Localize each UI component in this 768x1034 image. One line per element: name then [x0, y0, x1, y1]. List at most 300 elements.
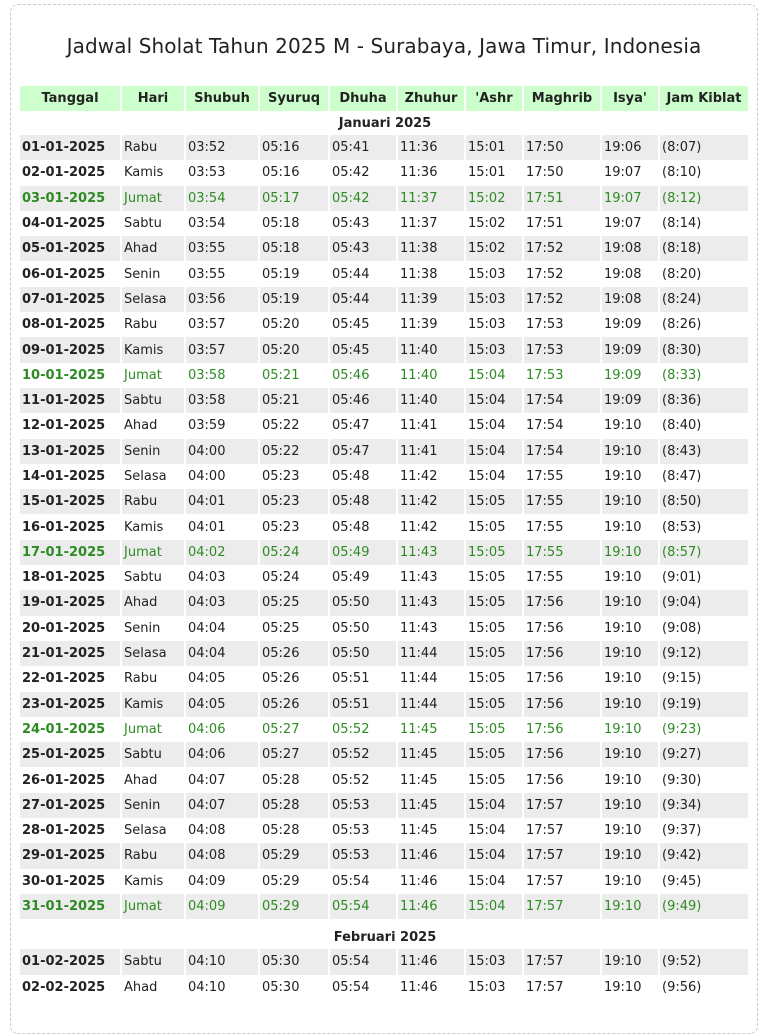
zhuhur-cell: 11:46 — [400, 873, 438, 889]
table-row — [20, 949, 748, 974]
zhuhur-cell: 11:41 — [400, 418, 438, 434]
dhuha-cell: 05:47 — [330, 439, 396, 464]
syuruq-cell: 05:30 — [262, 979, 300, 995]
isya-cell: 19:10 — [602, 641, 658, 666]
jam-kiblat-cell: (8:30) — [660, 337, 748, 362]
shubuh-cell: 04:00 — [186, 439, 258, 464]
shubuh-cell: 04:03 — [188, 570, 226, 586]
dhuha-cell: 05:42 — [332, 165, 370, 181]
syuruq-cell: 05:19 — [262, 266, 300, 282]
table-row — [20, 337, 748, 362]
shubuh-cell: 04:07 — [188, 772, 226, 788]
shubuh-cell: 04:02 — [186, 540, 258, 565]
isya-cell: 19:09 — [602, 388, 658, 413]
zhuhur-cell: 11:40 — [398, 337, 464, 362]
date-cell: 22-01-2025 — [22, 671, 106, 687]
ashr-cell: 15:05 — [468, 671, 506, 687]
jam-kiblat-cell: (9:56) — [662, 979, 702, 995]
ashr-cell: 15:02 — [466, 236, 522, 261]
syuruq-cell: 05:28 — [262, 823, 300, 839]
shubuh-cell: 03:56 — [186, 287, 258, 312]
table-row — [20, 464, 748, 489]
maghrib-cell: 17:54 — [524, 439, 600, 464]
jam-kiblat-cell: (9:27) — [660, 742, 748, 767]
date-cell: 04-01-2025 — [22, 216, 106, 232]
syuruq-cell: 05:23 — [262, 469, 300, 484]
shubuh-cell: 03:57 — [186, 337, 258, 362]
day-cell: Rabu — [122, 489, 184, 514]
shubuh-cell: 04:06 — [188, 721, 226, 737]
date-cell: 23-01-2025 — [20, 692, 120, 717]
jam-kiblat-cell: (9:37) — [662, 823, 702, 839]
isya-cell: 19:09 — [604, 317, 642, 333]
jam-kiblat-cell: (8:26) — [662, 317, 702, 333]
jam-kiblat-cell: (9:01) — [662, 570, 702, 586]
maghrib-cell: 17:53 — [526, 367, 564, 383]
isya-cell: 19:09 — [602, 337, 658, 362]
maghrib-cell: 17:51 — [524, 186, 600, 211]
dhuha-cell: 05:51 — [332, 671, 370, 687]
zhuhur-cell: 11:45 — [398, 793, 464, 818]
jam-kiblat-cell: (9:23) — [662, 721, 702, 737]
page-title: Jadwal Sholat Tahun 2025 M - Surabaya, Jawa Timur, Indonesia — [66, 34, 702, 58]
maghrib-cell: 17:55 — [524, 489, 600, 514]
zhuhur-cell: 11:37 — [400, 216, 438, 232]
syuruq-cell: 05:20 — [262, 317, 300, 333]
shubuh-cell: 04:01 — [188, 519, 226, 535]
day-cell: Rabu — [124, 671, 158, 687]
maghrib-cell: 17:57 — [524, 843, 600, 868]
isya-cell: 19:07 — [602, 186, 658, 211]
isya-cell: 19:10 — [602, 439, 658, 464]
table-row — [20, 312, 748, 337]
date-cell: 01-01-2025 — [20, 135, 120, 160]
jam-kiblat-cell: (9:04) — [660, 590, 748, 615]
zhuhur-cell: 11:36 — [398, 135, 464, 160]
zhuhur-cell: 11:37 — [398, 186, 464, 211]
ashr-cell: 15:03 — [466, 949, 522, 974]
maghrib-cell: 17:56 — [524, 742, 600, 767]
jam-kiblat-cell: (8:20) — [662, 266, 702, 282]
date-cell: 21-01-2025 — [20, 641, 120, 666]
ashr-cell: 15:04 — [468, 469, 506, 484]
jam-kiblat-cell: (8:53) — [662, 519, 702, 535]
dhuha-cell: 05:48 — [332, 469, 370, 484]
table-row — [20, 186, 748, 211]
isya-cell: 19:10 — [604, 418, 642, 434]
dhuha-cell: 05:54 — [332, 979, 370, 995]
ashr-cell: 15:01 — [466, 135, 522, 160]
date-cell: 28-01-2025 — [22, 823, 106, 839]
ashr-cell: 15:04 — [466, 843, 522, 868]
day-cell: Ahad — [124, 772, 158, 788]
date-cell: 17-01-2025 — [20, 540, 120, 565]
date-cell: 27-01-2025 — [20, 793, 120, 818]
day-cell: Kamis — [124, 519, 164, 535]
column-header-maghrib: Maghrib — [524, 86, 600, 111]
dhuha-cell: 05:49 — [332, 570, 370, 586]
isya-cell: 19:10 — [602, 692, 658, 717]
day-cell: Ahad — [124, 418, 158, 434]
zhuhur-cell: 11:45 — [400, 772, 438, 788]
jam-kiblat-cell: (8:14) — [662, 216, 702, 232]
date-cell: 02-02-2025 — [22, 979, 106, 995]
dhuha-cell: 05:43 — [332, 216, 370, 232]
dhuha-cell: 05:54 — [330, 949, 396, 974]
isya-cell: 19:10 — [602, 843, 658, 868]
zhuhur-cell: 11:44 — [398, 641, 464, 666]
table-row — [20, 413, 748, 438]
isya-cell: 19:10 — [604, 570, 642, 586]
maghrib-cell: 17:51 — [526, 216, 564, 232]
dhuha-cell: 05:52 — [332, 721, 370, 737]
dhuha-cell: 05:49 — [330, 540, 396, 565]
zhuhur-cell: 11:36 — [400, 165, 438, 181]
date-cell: 08-01-2025 — [22, 317, 106, 333]
syuruq-cell: 05:20 — [260, 337, 328, 362]
date-cell: 19-01-2025 — [20, 590, 120, 615]
maghrib-cell: 17:56 — [526, 721, 564, 737]
isya-cell: 19:07 — [604, 165, 642, 181]
ashr-cell: 15:03 — [466, 287, 522, 312]
syuruq-cell: 05:19 — [260, 287, 328, 312]
syuruq-cell: 05:26 — [262, 671, 300, 687]
maghrib-cell: 17:56 — [524, 590, 600, 615]
isya-cell: 19:09 — [604, 367, 642, 383]
jam-kiblat-cell: (9:49) — [660, 894, 748, 919]
syuruq-cell: 05:24 — [262, 570, 300, 586]
isya-cell: 19:10 — [604, 671, 642, 687]
ashr-cell: 15:05 — [468, 519, 506, 535]
zhuhur-cell: 11:43 — [400, 620, 438, 636]
day-cell: Kamis — [124, 165, 164, 181]
ashr-cell: 15:02 — [468, 216, 506, 232]
table-row — [20, 135, 748, 160]
jam-kiblat-cell: (8:36) — [660, 388, 748, 413]
isya-cell: 19:10 — [602, 949, 658, 974]
dhuha-cell: 05:54 — [330, 894, 396, 919]
maghrib-cell: 17:53 — [526, 317, 564, 333]
shubuh-cell: 03:52 — [186, 135, 258, 160]
maghrib-cell: 17:57 — [524, 894, 600, 919]
date-cell: 15-01-2025 — [20, 489, 120, 514]
isya-cell: 19:10 — [602, 894, 658, 919]
ashr-cell: 15:05 — [466, 489, 522, 514]
dhuha-cell: 05:44 — [330, 287, 396, 312]
ashr-cell: 15:05 — [466, 692, 522, 717]
table-row — [20, 211, 748, 236]
zhuhur-cell: 11:43 — [400, 570, 438, 586]
day-cell: Senin — [124, 266, 161, 282]
day-cell: Senin — [122, 439, 184, 464]
table-row — [20, 363, 748, 388]
day-cell: Senin — [124, 620, 161, 636]
isya-cell: 19:10 — [604, 519, 642, 535]
maghrib-cell: 17:55 — [526, 469, 564, 484]
date-cell: 10-01-2025 — [22, 367, 106, 383]
ashr-cell: 15:04 — [466, 439, 522, 464]
syuruq-cell: 05:18 — [262, 216, 300, 232]
table-row — [20, 692, 748, 717]
date-cell: 13-01-2025 — [20, 439, 120, 464]
shubuh-cell: 03:57 — [188, 317, 226, 333]
jam-kiblat-cell: (9:52) — [660, 949, 748, 974]
jam-kiblat-cell: (9:34) — [660, 793, 748, 818]
jam-kiblat-cell: (9:30) — [662, 772, 702, 788]
syuruq-cell: 05:27 — [260, 742, 328, 767]
day-cell: Rabu — [122, 843, 184, 868]
jam-kiblat-cell: (9:12) — [660, 641, 748, 666]
table-row — [20, 590, 748, 615]
ashr-cell: 15:01 — [468, 165, 506, 181]
dhuha-cell: 05:45 — [332, 317, 370, 333]
ashr-cell: 15:05 — [466, 742, 522, 767]
zhuhur-cell: 11:45 — [398, 742, 464, 767]
zhuhur-cell: 11:39 — [400, 317, 438, 333]
ashr-cell: 15:05 — [468, 721, 506, 737]
month-label: Februari 2025 — [20, 925, 748, 949]
ashr-cell: 15:03 — [468, 266, 506, 282]
date-cell: 02-01-2025 — [22, 165, 106, 181]
shubuh-cell: 04:09 — [186, 894, 258, 919]
table-row — [20, 793, 748, 818]
maghrib-cell: 17:57 — [526, 873, 564, 889]
day-cell: Selasa — [122, 287, 184, 312]
table-row — [20, 666, 748, 691]
table-row — [20, 616, 748, 641]
isya-cell: 19:10 — [604, 873, 642, 889]
column-header-zhuhur: Zhuhur — [398, 86, 464, 111]
syuruq-cell: 05:28 — [260, 793, 328, 818]
table-row — [20, 489, 748, 514]
isya-cell: 19:08 — [602, 236, 658, 261]
ashr-cell: 15:03 — [468, 317, 506, 333]
day-cell: Rabu — [122, 135, 184, 160]
jam-kiblat-cell: (8:47) — [662, 469, 702, 484]
zhuhur-cell: 11:46 — [398, 894, 464, 919]
table-row — [20, 565, 748, 590]
table-row — [20, 540, 748, 565]
jam-kiblat-cell: (9:42) — [660, 843, 748, 868]
zhuhur-cell: 11:45 — [400, 721, 438, 737]
table-row — [20, 767, 748, 792]
day-cell: Kamis — [122, 337, 184, 362]
ashr-cell: 15:05 — [468, 772, 506, 788]
day-cell: Jumat — [124, 367, 162, 383]
zhuhur-cell: 11:42 — [400, 519, 438, 535]
syuruq-cell: 05:27 — [262, 721, 300, 737]
dhuha-cell: 05:45 — [330, 337, 396, 362]
day-cell: Selasa — [124, 823, 167, 839]
zhuhur-cell: 11:42 — [400, 469, 438, 484]
ashr-cell: 15:03 — [468, 979, 506, 995]
date-cell: 05-01-2025 — [20, 236, 120, 261]
shubuh-cell: 03:55 — [186, 236, 258, 261]
dhuha-cell: 05:48 — [332, 519, 370, 535]
maghrib-cell: 17:57 — [524, 793, 600, 818]
zhuhur-cell: 11:38 — [398, 236, 464, 261]
dhuha-cell: 05:42 — [330, 186, 396, 211]
jam-kiblat-cell: (9:45) — [662, 873, 702, 889]
maghrib-cell: 17:56 — [526, 671, 564, 687]
isya-cell: 19:08 — [602, 287, 658, 312]
zhuhur-cell: 11:39 — [398, 287, 464, 312]
column-header-hari: Hari — [122, 86, 184, 111]
syuruq-cell: 05:18 — [260, 236, 328, 261]
day-cell: Selasa — [124, 469, 167, 484]
syuruq-cell: 05:26 — [260, 641, 328, 666]
table-row — [20, 869, 748, 894]
day-cell: Sabtu — [124, 216, 162, 232]
dhuha-cell: 05:44 — [332, 266, 370, 282]
syuruq-cell: 05:17 — [260, 186, 328, 211]
table-row — [20, 388, 748, 413]
date-cell: 31-01-2025 — [20, 894, 120, 919]
dhuha-cell: 05:46 — [332, 367, 370, 383]
syuruq-cell: 05:22 — [260, 439, 328, 464]
dhuha-cell: 05:53 — [332, 823, 370, 839]
date-cell: 24-01-2025 — [22, 721, 106, 737]
date-cell: 18-01-2025 — [22, 570, 106, 586]
ashr-cell: 15:04 — [468, 418, 506, 434]
date-cell: 07-01-2025 — [20, 287, 120, 312]
date-cell: 29-01-2025 — [20, 843, 120, 868]
zhuhur-cell: 11:42 — [398, 489, 464, 514]
dhuha-cell: 05:50 — [332, 620, 370, 636]
dhuha-cell: 05:50 — [330, 590, 396, 615]
ashr-cell: 15:05 — [466, 641, 522, 666]
maghrib-cell: 17:52 — [526, 266, 564, 282]
prayer-schedule-table — [18, 86, 750, 1000]
shubuh-cell: 04:08 — [188, 823, 226, 839]
date-cell: 09-01-2025 — [20, 337, 120, 362]
table-row — [20, 160, 748, 185]
syuruq-cell: 05:29 — [262, 873, 300, 889]
day-cell: Sabtu — [122, 949, 184, 974]
shubuh-cell: 03:53 — [188, 165, 226, 181]
dhuha-cell: 05:47 — [332, 418, 370, 434]
syuruq-cell: 05:30 — [260, 949, 328, 974]
jam-kiblat-cell: (8:12) — [660, 186, 748, 211]
date-cell: 06-01-2025 — [22, 266, 106, 282]
shubuh-cell: 03:59 — [188, 418, 226, 434]
date-cell: 16-01-2025 — [22, 519, 106, 535]
date-cell: 14-01-2025 — [22, 469, 106, 484]
ashr-cell: 15:04 — [468, 873, 506, 889]
table-row — [20, 717, 748, 742]
ashr-cell: 15:03 — [466, 337, 522, 362]
schedule-body — [20, 111, 748, 1000]
jam-kiblat-cell: (8:33) — [662, 367, 702, 383]
zhuhur-cell: 11:46 — [400, 979, 438, 995]
dhuha-cell: 05:41 — [330, 135, 396, 160]
dhuha-cell: 05:43 — [330, 236, 396, 261]
day-cell: Jumat — [122, 186, 184, 211]
ashr-cell: 15:05 — [468, 620, 506, 636]
ashr-cell: 15:05 — [466, 540, 522, 565]
table-row — [20, 641, 748, 666]
date-cell: 26-01-2025 — [22, 772, 106, 788]
ashr-cell: 15:04 — [466, 894, 522, 919]
maghrib-cell: 17:50 — [526, 165, 564, 181]
dhuha-cell: 05:54 — [332, 873, 370, 889]
column-header-ashr: 'Ashr — [466, 86, 522, 111]
month-header-row — [20, 111, 748, 135]
table-row — [20, 975, 748, 1000]
shubuh-cell: 04:10 — [188, 979, 226, 995]
date-cell: 01-02-2025 — [20, 949, 120, 974]
maghrib-cell: 17:57 — [526, 823, 564, 839]
date-cell: 03-01-2025 — [20, 186, 120, 211]
shubuh-cell: 03:58 — [186, 388, 258, 413]
syuruq-cell: 05:24 — [260, 540, 328, 565]
day-cell: Sabtu — [124, 570, 162, 586]
month-header-row — [20, 925, 748, 949]
syuruq-cell: 05:22 — [262, 418, 300, 434]
day-cell: Kamis — [122, 692, 184, 717]
table-row — [20, 843, 748, 868]
ashr-cell: 15:04 — [466, 793, 522, 818]
isya-cell: 19:10 — [604, 469, 642, 484]
maghrib-cell: 17:54 — [526, 418, 564, 434]
zhuhur-cell: 11:45 — [400, 823, 438, 839]
column-header-syuruq: Syuruq — [260, 86, 328, 111]
zhuhur-cell: 11:44 — [400, 671, 438, 687]
maghrib-cell: 17:55 — [526, 570, 564, 586]
column-header-isya: Isya' — [602, 86, 658, 111]
isya-cell: 19:08 — [604, 266, 642, 282]
table-row — [20, 514, 748, 539]
jam-kiblat-cell: (9:08) — [662, 620, 702, 636]
isya-cell: 19:10 — [602, 742, 658, 767]
isya-cell: 19:10 — [604, 979, 642, 995]
maghrib-cell: 17:54 — [524, 388, 600, 413]
maghrib-cell: 17:56 — [526, 620, 564, 636]
zhuhur-cell: 11:41 — [398, 439, 464, 464]
day-cell: Sabtu — [122, 742, 184, 767]
isya-cell: 19:10 — [604, 620, 642, 636]
shubuh-cell: 04:05 — [188, 671, 226, 687]
maghrib-cell: 17:55 — [526, 519, 564, 535]
ashr-cell: 15:05 — [468, 570, 506, 586]
date-cell: 11-01-2025 — [20, 388, 120, 413]
maghrib-cell: 17:53 — [524, 337, 600, 362]
column-header-dhuha: Dhuha — [330, 86, 396, 111]
day-cell: Rabu — [124, 317, 158, 333]
jam-kiblat-cell: (8:10) — [662, 165, 702, 181]
day-cell: Senin — [122, 793, 184, 818]
maghrib-cell: 17:56 — [524, 641, 600, 666]
month-label: Januari 2025 — [20, 111, 748, 135]
day-cell: Ahad — [124, 979, 158, 995]
shubuh-cell: 04:00 — [188, 469, 226, 484]
zhuhur-cell: 11:40 — [398, 388, 464, 413]
shubuh-cell: 04:05 — [186, 692, 258, 717]
day-cell: Kamis — [124, 873, 164, 889]
day-cell: Jumat — [124, 721, 162, 737]
syuruq-cell: 05:29 — [260, 843, 328, 868]
jam-kiblat-cell: (8:40) — [662, 418, 702, 434]
maghrib-cell: 17:55 — [524, 540, 600, 565]
syuruq-cell: 05:29 — [260, 894, 328, 919]
jam-kiblat-cell: (9:15) — [662, 671, 702, 687]
table-row — [20, 236, 748, 261]
jam-kiblat-cell: (8:24) — [660, 287, 748, 312]
day-cell: Ahad — [122, 590, 184, 615]
day-cell: Jumat — [122, 894, 184, 919]
dhuha-cell: 05:53 — [330, 793, 396, 818]
isya-cell: 19:07 — [604, 216, 642, 232]
